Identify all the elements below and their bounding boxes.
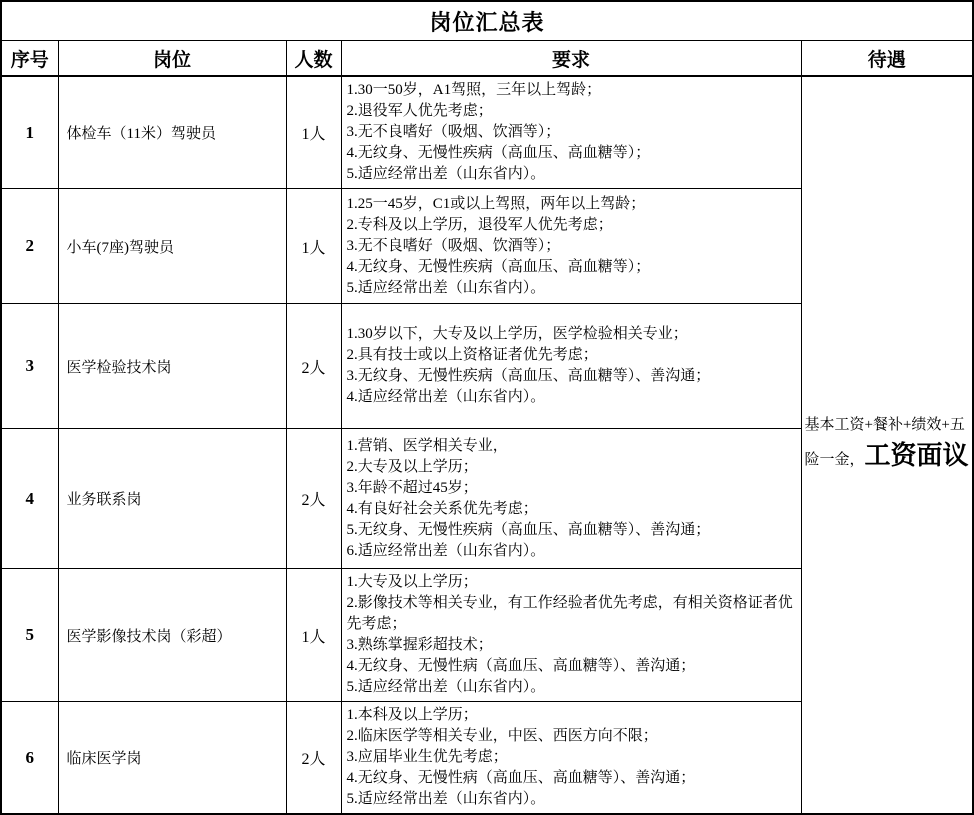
requirement-line: 2.退役军人优先考虑； bbox=[346, 103, 493, 119]
requirement-line: 2.专科及以上学历，退役军人优先考虑； bbox=[346, 216, 613, 233]
requirement-line: 5.适应经常出差（山东省内）。 bbox=[346, 166, 546, 182]
cell-requirements bbox=[341, 569, 801, 702]
cell-headcount: 1人 bbox=[286, 189, 341, 304]
cell-serial: 6 bbox=[1, 702, 58, 815]
requirement-line: 4.无纹身、无慢性病（高血压、高血糖等）、善沟通； bbox=[346, 658, 696, 674]
cell-headcount: 2人 bbox=[286, 702, 341, 815]
cell-serial: 5 bbox=[1, 569, 58, 702]
cell-position: 小车(7座)驾驶员 bbox=[58, 189, 286, 304]
requirement-line: 1.25一45岁，C1或以上驾照，两年以上驾龄； bbox=[346, 195, 646, 212]
benefit-highlight: 工资面议 bbox=[864, 441, 969, 471]
table-title: 岗位汇总表 bbox=[1, 1, 973, 41]
cell-requirements bbox=[341, 189, 801, 304]
cell-requirements bbox=[341, 429, 801, 569]
cell-headcount: 2人 bbox=[286, 304, 341, 429]
requirement-line: 2.临床医学等相关专业，中医、西医方向不限； bbox=[346, 728, 658, 744]
requirement-line: 1.营销、医学相关专业， bbox=[346, 437, 508, 454]
requirement-line: 4.有良好社会关系优先考虑； bbox=[346, 500, 538, 517]
title-row bbox=[1, 1, 973, 41]
col-header-benefits: 待遇 bbox=[801, 41, 973, 77]
cell-position: 业务联系岗 bbox=[58, 429, 286, 569]
cell-serial: 1 bbox=[1, 76, 58, 189]
requirement-line: 3.无纹身、无慢性疾病（高血压、高血糖等）、善沟通； bbox=[346, 368, 711, 384]
cell-benefits bbox=[801, 76, 973, 814]
requirement-line: 1.本科及以上学历； bbox=[346, 707, 478, 723]
requirement-line: 2.具有技士或以上资格证者优先考虑； bbox=[346, 347, 598, 363]
col-header-serial: 序号 bbox=[1, 41, 58, 77]
requirement-line: 3.应届毕业生优先考虑； bbox=[346, 749, 508, 765]
requirement-line: 1.30岁以下，大专及以上学历，医学检验相关专业； bbox=[346, 326, 688, 342]
requirement-line: 3.熟练掌握彩超技术； bbox=[346, 637, 493, 653]
benefit-text: 基本工资+餐补+绩效+五险一金， bbox=[804, 417, 965, 469]
requirement-line: 4.适应经常出差（山东省内）。 bbox=[346, 389, 546, 405]
cell-position: 临床医学岗 bbox=[58, 702, 286, 815]
requirement-line: 5.适应经常出差（山东省内）。 bbox=[346, 791, 546, 807]
requirement-line: 5.适应经常出差（山东省内）。 bbox=[346, 279, 546, 296]
requirement-line: 2.影像技术等相关专业，有工作经验者优先考虑，有相关资格证者优先考虑； bbox=[346, 595, 793, 632]
requirement-line: 3.年龄不超过45岁； bbox=[346, 479, 478, 496]
cell-serial: 4 bbox=[1, 429, 58, 569]
cell-headcount: 1人 bbox=[286, 569, 341, 702]
table-head bbox=[1, 1, 973, 76]
requirement-line: 1.30一50岁，A1驾照，三年以上驾龄； bbox=[346, 82, 602, 98]
requirement-line: 3.无不良嗜好（吸烟、饮酒等）； bbox=[346, 124, 561, 140]
requirement-line: 2.大专及以上学历； bbox=[346, 458, 478, 475]
table-body bbox=[1, 76, 973, 814]
cell-headcount: 1人 bbox=[286, 76, 341, 189]
requirement-line: 5.适应经常出差（山东省内）。 bbox=[346, 679, 546, 695]
col-header-requirements: 要求 bbox=[341, 41, 801, 77]
requirement-line: 4.无纹身、无慢性疾病（高血压、高血糖等）； bbox=[346, 258, 651, 275]
cell-requirements bbox=[341, 76, 801, 189]
requirement-line: 3.无不良嗜好（吸烟、饮酒等）； bbox=[346, 237, 561, 254]
header-row bbox=[1, 41, 973, 77]
requirement-line: 4.无纹身、无慢性病（高血压、高血糖等）、善沟通； bbox=[346, 770, 696, 786]
table-row bbox=[1, 76, 973, 189]
requirement-line: 4.无纹身、无慢性疾病（高血压、高血糖等）； bbox=[346, 145, 651, 161]
col-header-position: 岗位 bbox=[58, 41, 286, 77]
cell-serial: 2 bbox=[1, 189, 58, 304]
cell-requirements bbox=[341, 702, 801, 815]
cell-position: 医学影像技术岗（彩超） bbox=[58, 569, 286, 702]
cell-position: 体检车（11米）驾驶员 bbox=[58, 76, 286, 189]
requirement-line: 1.大专及以上学历； bbox=[346, 574, 478, 590]
requirement-line: 6.适应经常出差（山东省内）。 bbox=[346, 542, 546, 559]
cell-headcount: 2人 bbox=[286, 429, 341, 569]
cell-position: 医学检验技术岗 bbox=[58, 304, 286, 429]
cell-serial: 3 bbox=[1, 304, 58, 429]
cell-requirements bbox=[341, 304, 801, 429]
col-header-count: 人数 bbox=[286, 41, 341, 77]
requirement-line: 5.无纹身、无慢性疾病（高血压、高血糖等）、善沟通； bbox=[346, 521, 711, 538]
